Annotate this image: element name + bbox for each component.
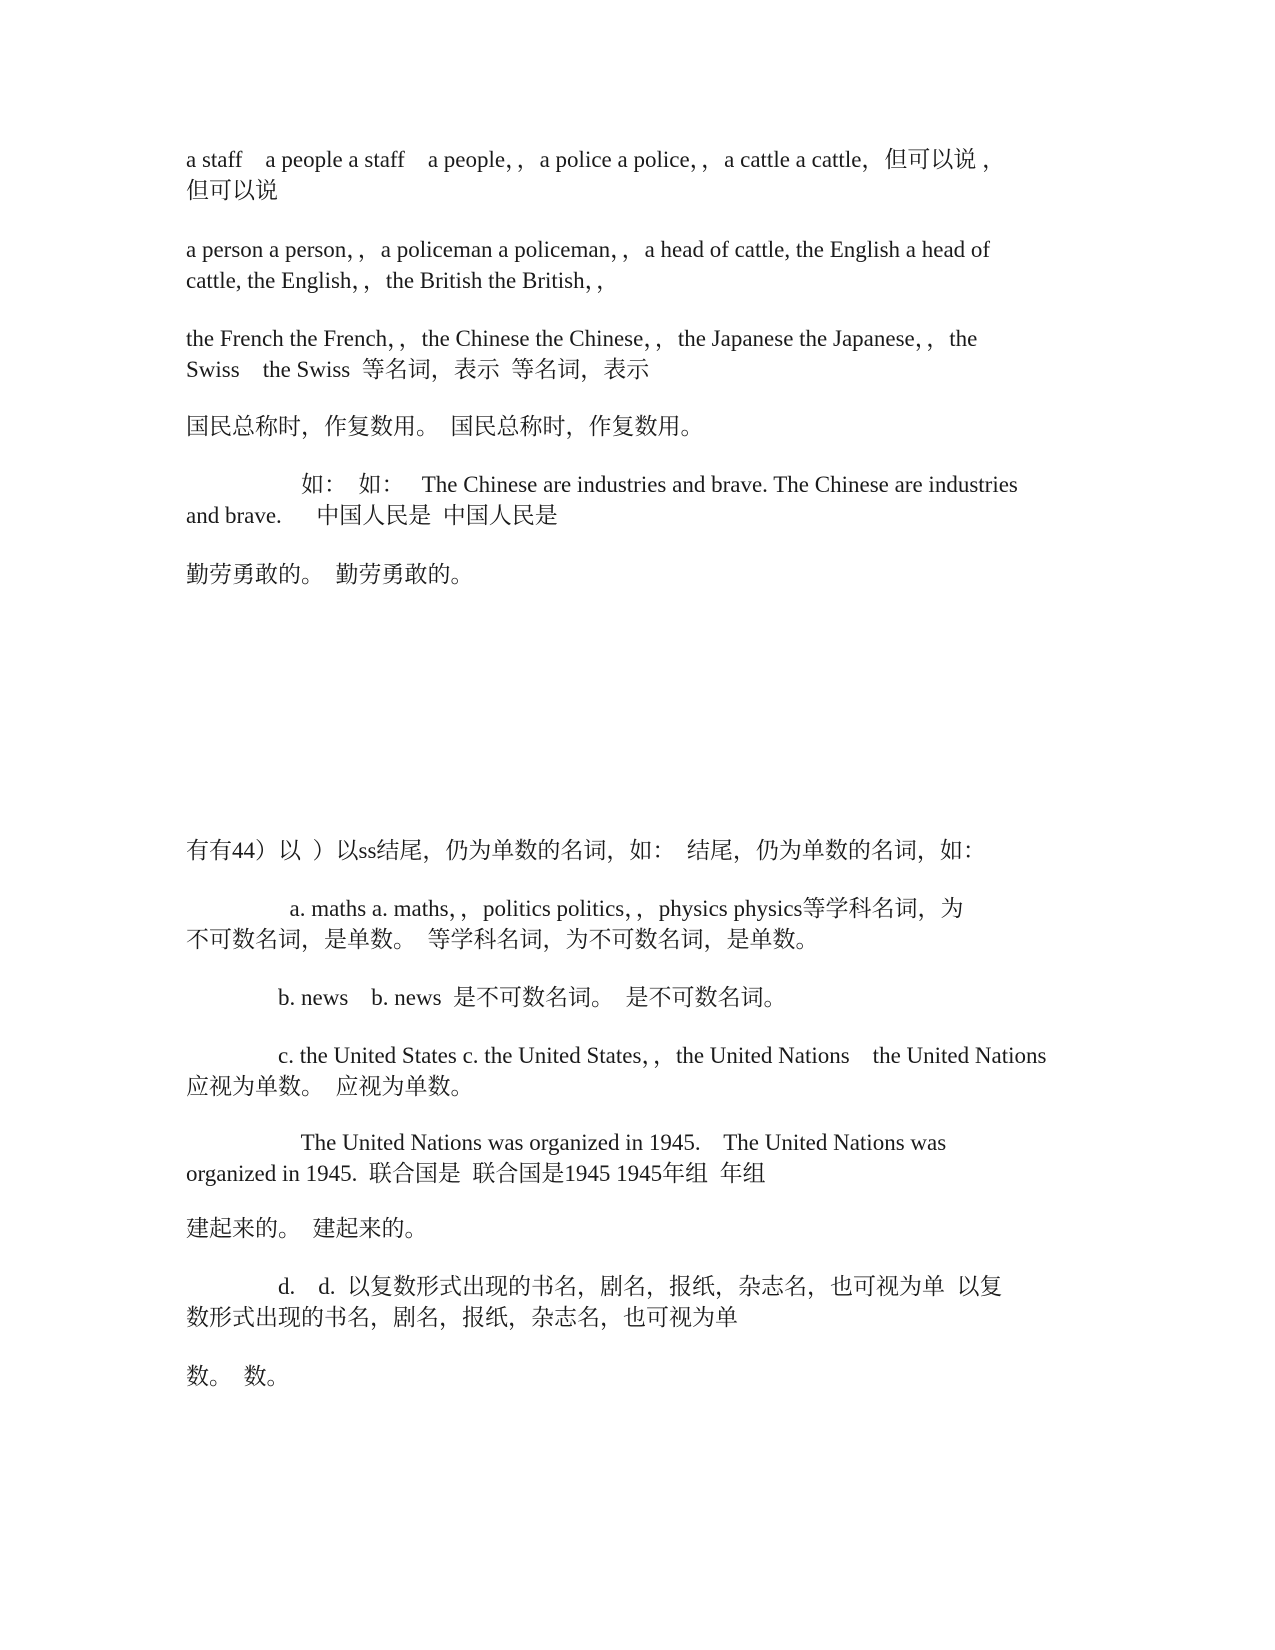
text-line: 数形式出现的书名，剧名，报纸，杂志名，也可视为单 xyxy=(186,1305,738,1330)
paragraph-6 xyxy=(186,559,1156,590)
paragraph-8 xyxy=(186,893,1156,955)
text-line: The United Nations was organized in 1945. The United Nations was xyxy=(186,1130,947,1155)
text-line: and brave. 中国人民是 中国人民是 xyxy=(186,503,558,528)
text-line: a person a person，，a policeman a policeman，，a head of cattle, the English a head of xyxy=(186,237,991,262)
paragraph-3 xyxy=(186,323,1156,385)
text-line: a. maths a. maths，，politics politics，，physics physics等学科名词，为 xyxy=(186,896,964,921)
paragraph-12 xyxy=(186,1213,1156,1244)
paragraph-10 xyxy=(186,1040,1156,1102)
paragraph-13 xyxy=(186,1271,1156,1333)
paragraph-14 xyxy=(186,1361,1156,1392)
text-line: d. d. 以复数形式出现的书名，剧名，报纸，杂志名，也可视为单 以复 xyxy=(186,1274,1003,1299)
paragraph-11 xyxy=(186,1127,1156,1189)
text-line: 但可以说 xyxy=(186,178,278,203)
paragraph-5 xyxy=(186,469,1156,531)
text-line: Swiss the Swiss 等名词，表示 等名词，表示 xyxy=(186,357,650,382)
text-line: 勤劳勇敢的。 勤劳勇敢的。 xyxy=(186,562,474,587)
paragraph-4 xyxy=(186,411,1156,442)
text-line: 有有44）以 ）以ss结尾，仍为单数的名词，如： 结尾，仍为单数的名词，如： xyxy=(186,838,986,863)
text-line: 不可数名词，是单数。 等学科名词，为不可数名词，是单数。 xyxy=(186,927,819,952)
text-line: the French the French，，the Chinese the Chinese，，the Japanese the Japanese，，the xyxy=(186,326,978,351)
text-line: cattle, the English，，the British the British，， xyxy=(186,268,620,293)
text-line: 应视为单数。 应视为单数。 xyxy=(186,1074,474,1099)
paragraph-1 xyxy=(186,144,1156,206)
paragraph-2 xyxy=(186,234,1156,296)
text-line: organized in 1945. 联合国是 联合国是1945 1945年组 年组 xyxy=(186,1161,766,1186)
text-line: 数。 数。 xyxy=(186,1364,290,1389)
paragraph-7 xyxy=(186,835,1156,866)
text-line: 如： 如： The Chinese are industries and brave. The Chinese are industries xyxy=(186,472,1018,497)
text-line: c. the United States c. the United States，，the United Nations the United Nations xyxy=(186,1043,1047,1068)
text-line: 国民总称时，作复数用。 国民总称时，作复数用。 xyxy=(186,414,704,439)
paragraph-9 xyxy=(186,982,1156,1013)
text-line: a staff a people a staff a people，，a police a police，，a cattle a cattle，但可以说 ， xyxy=(186,147,1006,172)
text-line: 建起来的。 建起来的。 xyxy=(186,1216,428,1241)
text-line: b. news b. news 是不可数名词。 是不可数名词。 xyxy=(186,985,787,1010)
